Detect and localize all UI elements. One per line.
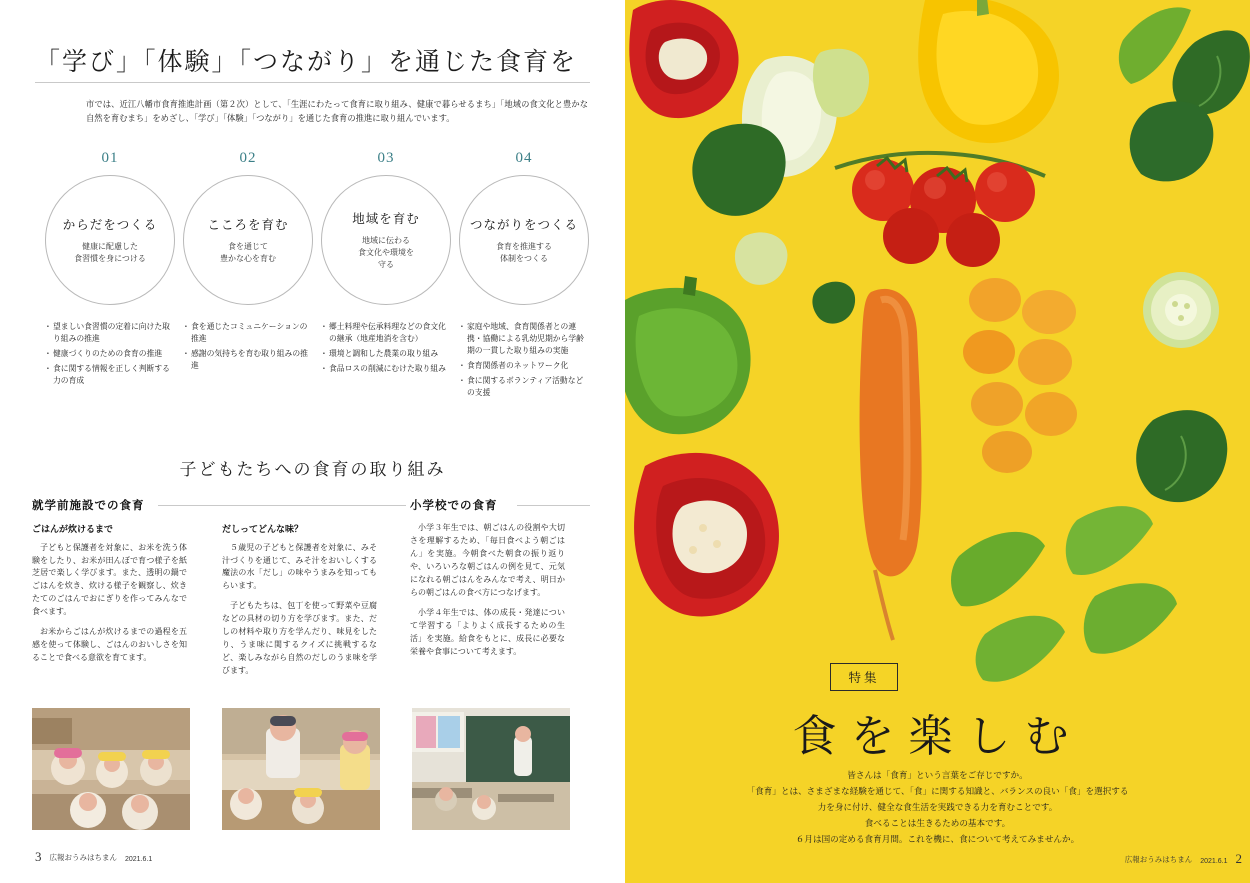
column-heading: ごはんが炊けるまで <box>32 524 114 534</box>
column-dashi <box>222 522 377 685</box>
pillar-circle <box>459 175 589 305</box>
bullet-item: ・ 望ましい食習慣の定着に向けた取り組みの推進 <box>45 321 177 345</box>
bullet-item: ・ 健康づくりのための食育の推進 <box>45 348 177 360</box>
bullet-item: ・ 食に関する情報を正しく判断する力の育成 <box>45 363 177 387</box>
pillar-03 <box>319 150 453 378</box>
pillar-number: 04 <box>515 150 533 166</box>
feature-badge: 特集 <box>830 663 898 691</box>
feature-body <box>665 768 1210 847</box>
bullet-item: ・ 郷土料理や伝承料理などの食文化の継承（地産地消を含む） <box>321 321 453 345</box>
pillar-title: からだをつくる <box>62 218 158 232</box>
body-line: 皆さんは「食育」という言葉をご存じですか。 <box>847 770 1028 780</box>
vegetables-photo <box>625 0 1250 700</box>
bullet-item: ・ 食を通じたコミュニケーションの推進 <box>183 321 315 345</box>
body-line: 力を身に付け、健全な食生活を実践できる力を育むことです。 <box>817 801 1058 812</box>
pillar-bullets <box>457 321 591 399</box>
footer-right <box>1125 851 1242 867</box>
pillar-circle <box>183 175 313 305</box>
section-rule-elementary <box>517 505 590 506</box>
column-paragraph: ５歳児の子どもと保護者を対象に、みそ汁づくりを通じて、みそ汁をおいしくする魔法の水「だし」の味やうまみを知ってもらいます。 <box>222 542 377 591</box>
bullet-item: ・ 食育関係者のネットワーク化 <box>459 360 591 372</box>
column-rice <box>32 522 187 672</box>
right-page <box>625 0 1250 883</box>
page-number: 2 <box>1235 851 1242 866</box>
feature-title: 食を楽しむ <box>792 712 1083 761</box>
section-heading: 子どもたちへの食育の取り組み <box>179 460 446 479</box>
body-line: ６月は国の定める食育月間。これを機に、食について考えてみませんか。 <box>795 833 1080 844</box>
pillar-04 <box>457 150 591 402</box>
pillar-subtitle: 地域に伝わる 食文化や環境を 守る <box>358 236 414 269</box>
column-elementary <box>410 522 565 666</box>
lead-paragraph: 市では、近江八幡市食育推進計画（第２次）として、「生涯にわたって食育に取り組み、健康で暮らせるまち」「地域の食文化と豊かな自然を育むまち」をめざし、「学び」「体験」「つながり」を通じた食育の推進に取り組んでいます。 <box>86 99 588 123</box>
publication-name: 広報おうみはちまん <box>49 853 117 862</box>
elementary-classroom-photo <box>412 708 570 830</box>
publication-name: 広報おうみはちまん <box>1124 855 1193 864</box>
pillar-circle <box>45 175 175 305</box>
preschool-rice-cooking-photo <box>32 708 190 830</box>
pillar-title: 地域を育む <box>352 212 420 226</box>
pillar-subtitle: 食育を推進する 体制をつくる <box>496 242 552 263</box>
pillar-subtitle: 食を通じて 豊かな心を育む <box>220 242 276 263</box>
page-number: 3 <box>35 849 42 864</box>
body-line: 「食育」とは、さまざまな経験を通じて、「食」に関する知識と、バランスの良い「食」を選択する <box>746 785 1129 796</box>
pillars-group <box>35 150 595 440</box>
pillar-subtitle: 健康に配慮した 食習慣を身につける <box>74 242 146 263</box>
pillar-bullets <box>319 321 453 375</box>
column-paragraph: 子どもたちは、包丁を使って野菜や豆腐などの具材の切り方を学びます。また、だしの材料や取り方を学んだり、味見をしたり、うま味に関するクイズに挑戦するなど、楽しみながら自然のだしのうま味を学びます。 <box>222 601 377 676</box>
pillar-title: つながりをつくる <box>469 218 578 232</box>
pillar-number: 02 <box>239 150 257 166</box>
column-paragraph: お米からごはんが炊けるまでの過程を五感を使って体験し、ごはんのおいしさを知ることで食べる意欲を育てます。 <box>32 627 187 663</box>
page-title: 「学び」「体験」「つながり」を通じた食育を <box>35 49 578 76</box>
section-title-elementary: 小学校での食育 <box>410 500 498 512</box>
publication-date: 2021.6.1 <box>125 856 153 863</box>
body-line: 食べることは生きるための基本です。 <box>864 817 1011 828</box>
pillar-bullets <box>43 321 177 387</box>
pillar-number: 03 <box>377 150 395 166</box>
column-heading: だしってどんな味？ <box>222 524 304 534</box>
column-paragraph: 小学３年生では、朝ごはんの役割や大切さを理解するため、「毎日食べよう朝ごはん」を実施。今朝食べた朝食の振り返りや、いろいろな朝ごはんの例を見て、元気になれる朝ごはんをみんなで考え、明日からの朝ごはんの食べ方につなげます。 <box>410 523 565 597</box>
footer-left <box>35 849 152 865</box>
section-title-preschool: 就学前施設での食育 <box>32 500 145 512</box>
section-rule-preschool <box>158 505 406 506</box>
bullet-item: ・ 食品ロスの削減にむけた取り組み <box>321 363 453 375</box>
title-divider <box>35 82 590 83</box>
preschool-soup-cooking-photo <box>222 708 380 830</box>
column-paragraph: 子どもと保護者を対象に、お米を洗う体験をしたり、お米が田んぼで育つ様子を紙芝居で楽しく学びます。また、透明の鍋でごはんを炊き、炊ける様子を観察し、炊きたてのごはんでおにぎりを作ってみんなで食べます。 <box>32 542 187 617</box>
bullet-item: ・ 環境と調和した農業の取り組み <box>321 348 453 360</box>
bullet-item: ・ 家庭や地域、食育関係者との連携・協働による乳幼児期から学齢期の一貫した取り組みの実施 <box>459 321 591 357</box>
pillar-number: 01 <box>101 150 119 166</box>
bullet-item: ・ 感謝の気持ちを育む取り組みの推進 <box>183 348 315 372</box>
pillar-02 <box>181 150 315 375</box>
pillar-01 <box>43 150 177 390</box>
bullet-item: ・ 食に関するボランティア活動などの支援 <box>459 375 591 399</box>
column-paragraph: 小学４年生では、体の成長・発達について学習する「よりよく成長するための生活」を実施。給食をもとに、成長に必要な栄養や食事について考えます。 <box>410 607 565 656</box>
pillar-bullets <box>181 321 315 372</box>
pillar-circle <box>321 175 451 305</box>
publication-date: 2021.6.1 <box>1200 858 1228 865</box>
pillar-title: こころを育む <box>207 218 289 232</box>
